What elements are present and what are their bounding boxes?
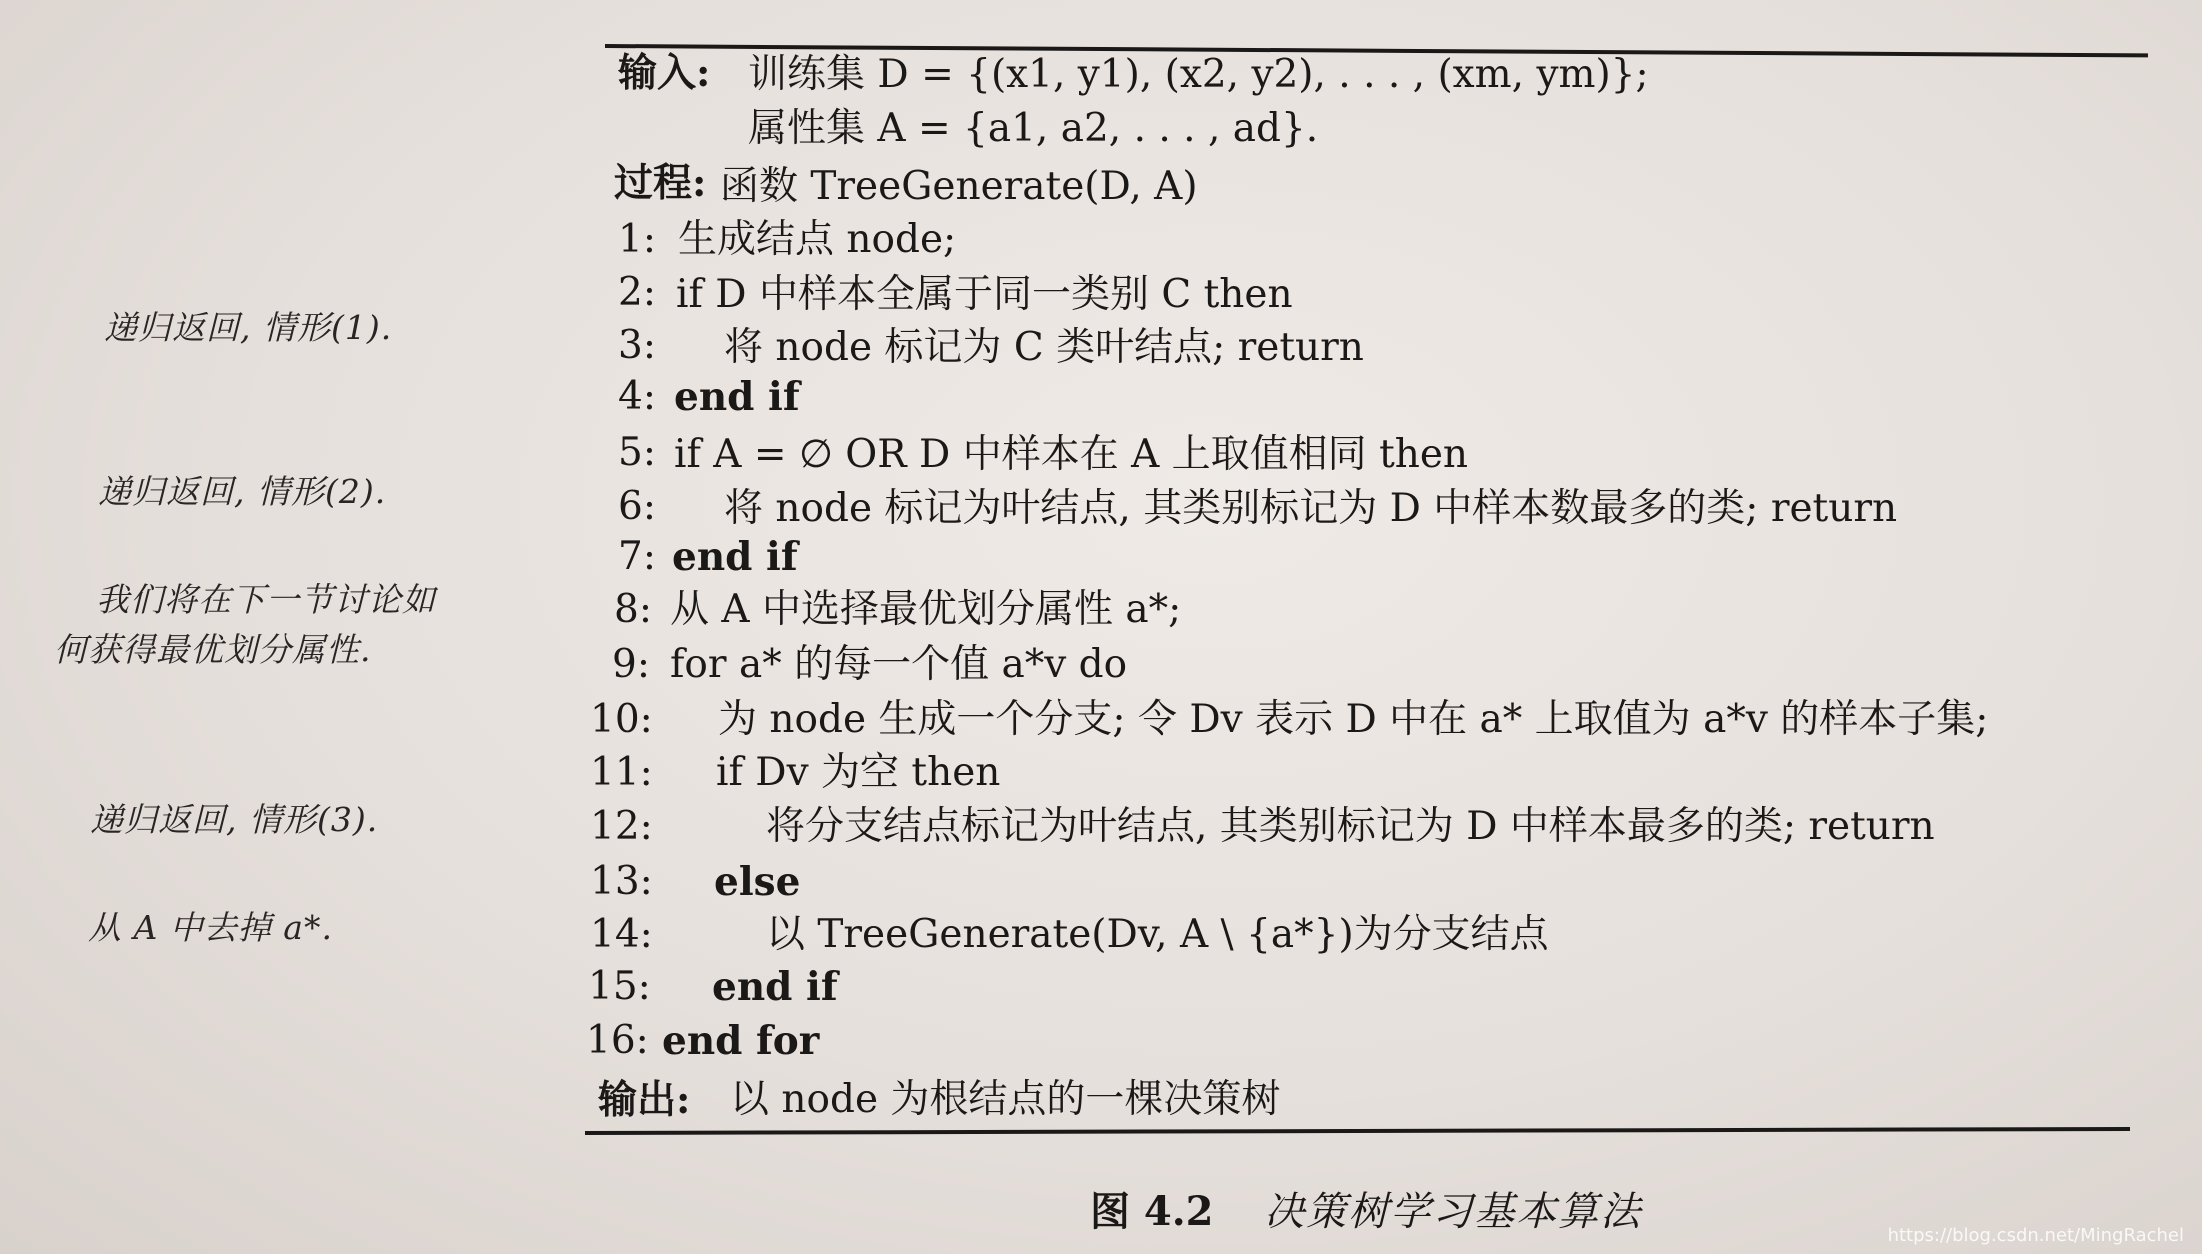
input-training-set: 训练集 D = {(x1, y1), (x2, y2), . . . , (xm, ym)}; xyxy=(748,52,1649,97)
output-label: 输出: xyxy=(598,1077,691,1123)
algo-line-8: 从 A 中选择最优划分属性 a*; xyxy=(670,587,1182,632)
algo-line-4-num: 4: xyxy=(618,374,656,419)
figure-number: 图 4.2 xyxy=(1090,1188,1214,1235)
algo-line-13-num: 13: xyxy=(590,859,653,904)
algo-line-6: 将 node 标记为叶结点, 其类别标记为 D 中样本数最多的类; return xyxy=(724,486,1898,531)
algo-line-16: end for xyxy=(662,1018,820,1064)
algo-line-9: for a* 的每一个值 a*v do xyxy=(670,642,1128,687)
algo-line-15-num: 15: xyxy=(588,964,651,1009)
algo-line-9-num: 9: xyxy=(612,642,650,687)
algo-line-16-num: 16: xyxy=(586,1018,649,1063)
output-text: 以 node 为根结点的一棵决策树 xyxy=(730,1077,1281,1122)
algo-line-10: 为 node 生成一个分支; 令 Dv 表示 D 中在 a* 上取值为 a*v 的样本子集; xyxy=(718,697,1989,742)
algo-line-15: end if xyxy=(712,964,838,1010)
algo-line-11: if Dv 为空 then xyxy=(716,750,1001,795)
side-note-case-3: 递归返回, 情形(3). xyxy=(90,800,379,839)
algo-line-7: end if xyxy=(672,534,798,580)
algo-line-3: 将 node 标记为 C 类叶结点; return xyxy=(724,325,1364,370)
bottom-rule xyxy=(585,1127,2130,1135)
side-note-best-attr-1: 我们将在下一节讨论如 xyxy=(96,580,436,619)
side-note-case-2: 递归返回, 情形(2). xyxy=(98,472,387,511)
algo-line-2-num: 2: xyxy=(618,270,656,315)
input-attribute-set: 属性集 A = {a1, a2, . . . , ad}. xyxy=(748,106,1319,151)
algo-line-14: 以 TreeGenerate(Dv, A \ {a*})为分支结点 xyxy=(766,912,1549,957)
algo-line-1: 生成结点 node; xyxy=(678,217,957,262)
process-label: 过程: xyxy=(614,160,707,206)
algo-line-5: if A = ∅ OR D 中样本在 A 上取值相同 then xyxy=(674,432,1469,477)
algo-line-10-num: 10: xyxy=(590,697,653,742)
algo-line-3-num: 3: xyxy=(618,323,656,368)
algo-line-7-num: 7: xyxy=(618,534,656,579)
algo-line-5-num: 5: xyxy=(618,430,656,475)
algo-line-13: else xyxy=(714,859,801,905)
side-note-case-1: 递归返回, 情形(1). xyxy=(104,308,393,347)
algo-line-14-num: 14: xyxy=(590,912,653,957)
input-label: 输入: xyxy=(618,50,711,96)
algo-line-6-num: 6: xyxy=(618,484,656,529)
figure-caption xyxy=(1090,1180,1642,1237)
algo-line-8-num: 8: xyxy=(614,587,652,632)
algo-line-11-num: 11: xyxy=(590,750,653,795)
algo-line-1-num: 1: xyxy=(618,217,656,262)
side-note-remove-attr: 从 A 中去掉 a*. xyxy=(88,908,333,947)
watermark-url: https://blog.csdn.net/MingRachel xyxy=(1887,1225,2184,1246)
figure-title: 决策树学习基本算法 xyxy=(1264,1189,1643,1235)
algo-line-2: if D 中样本全属于同一类别 C then xyxy=(676,272,1293,317)
algo-line-12-num: 12: xyxy=(590,804,653,849)
process-function: 函数 TreeGenerate(D, A) xyxy=(720,164,1198,209)
algo-line-4: end if xyxy=(674,374,800,420)
side-note-best-attr-2: 何获得最优划分属性. xyxy=(54,630,372,669)
algo-line-12: 将分支结点标记为叶结点, 其类别标记为 D 中样本最多的类; return xyxy=(766,804,1935,849)
